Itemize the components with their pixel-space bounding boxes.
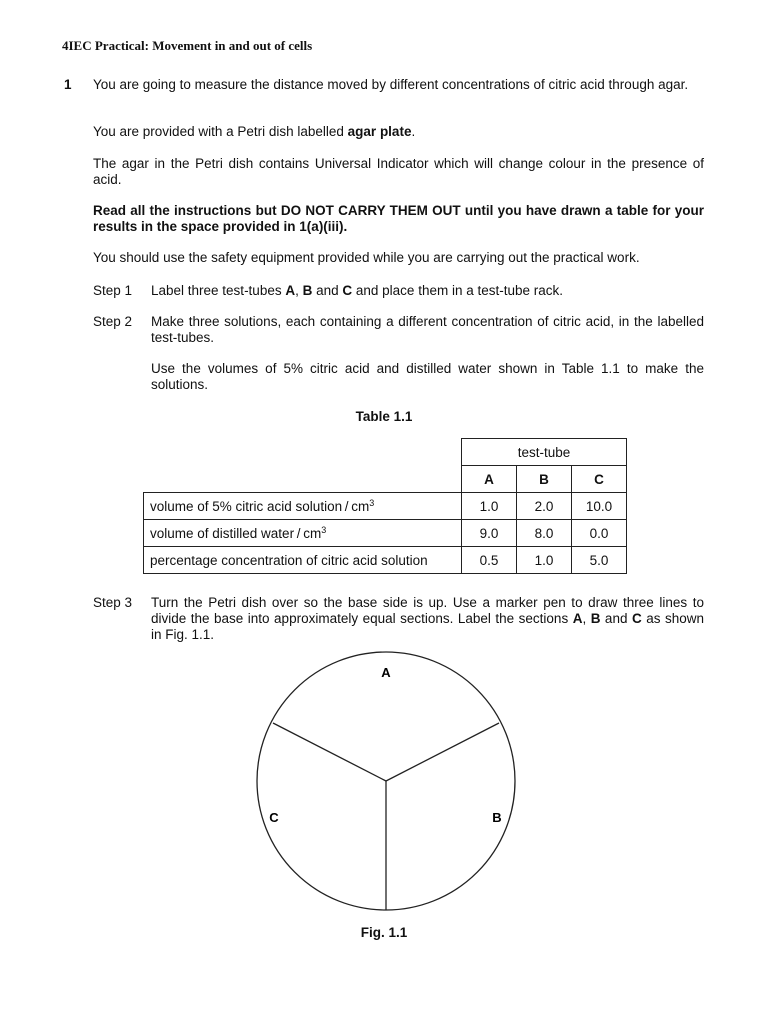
column-header-c: C (572, 466, 627, 493)
indicator-paragraph: The agar in the Petri dish contains Universal Indicator which will change colour in the presence of acid. (93, 156, 704, 187)
intro-paragraph: You are going to measure the distance moved by different concentrations of citric acid through agar. (93, 77, 689, 92)
question-number: 1 (64, 77, 72, 92)
table-group-header: test-tube (462, 439, 627, 466)
page-header: 4IEC Practical: Movement in and out of cells (62, 38, 313, 53)
row-label: volume of distilled water / $cm^3$ (144, 520, 462, 547)
step-2-text: Make three solutions, each containing a different concentration of citric acid, in the labelled test-tubes. (151, 314, 704, 345)
step-3-label: Step 3 (93, 595, 133, 610)
step-3-text: Turn the Petri dish over so the base side is up. Use a marker pen to draw three lines to divide the base into approximately equal sections. Label the sections A, B and C as shown in Fig. 1.1. (151, 595, 704, 642)
table-cell: 0.5 (462, 547, 517, 574)
divider-line-left (273, 723, 386, 781)
step-1-text: Label three test-tubes A, B and C and place them in a test-tube rack. (151, 283, 564, 298)
table-cell: 8.0 (517, 520, 572, 547)
step-2-label: Step 2 (93, 314, 133, 329)
column-header-a: A (462, 466, 517, 493)
step-2-text-continued: Use the volumes of 5% citric acid and distilled water shown in Table 1.1 to make the solutions. (151, 361, 704, 392)
table-cell: 9.0 (462, 520, 517, 547)
column-header-b: B (517, 466, 572, 493)
table-cell: 0.0 (572, 520, 627, 547)
step-1-label: Step 1 (93, 283, 133, 298)
section-label-b: B (492, 810, 502, 825)
table-caption: Table 1.1 (355, 409, 413, 424)
section-label-c: C (269, 810, 279, 825)
table-cell: 1.0 (517, 547, 572, 574)
row-label: percentage concentration of citric acid solution (144, 547, 462, 574)
instructions-warning: Read all the instructions but DO NOT CARRY THEM OUT until you have drawn a table for your results in the space provided in 1(a)(iii). (93, 203, 704, 234)
table-cell: 5.0 (572, 547, 627, 574)
table-cell: 1.0 (462, 493, 517, 520)
figure-caption: Fig. 1.1 (360, 925, 408, 940)
divider-line-right (386, 723, 499, 781)
section-label-a: A (381, 665, 391, 680)
row-label: volume of 5% citric acid solution / $cm^3$ (144, 493, 462, 520)
safety-paragraph: You should use the safety equipment provided while you are carrying out the practical work. (93, 250, 640, 265)
table-cell: 10.0 (572, 493, 627, 520)
agar-plate-paragraph: You are provided with a Petri dish labelled agar plate. (93, 124, 416, 139)
table-cell: 2.0 (517, 493, 572, 520)
